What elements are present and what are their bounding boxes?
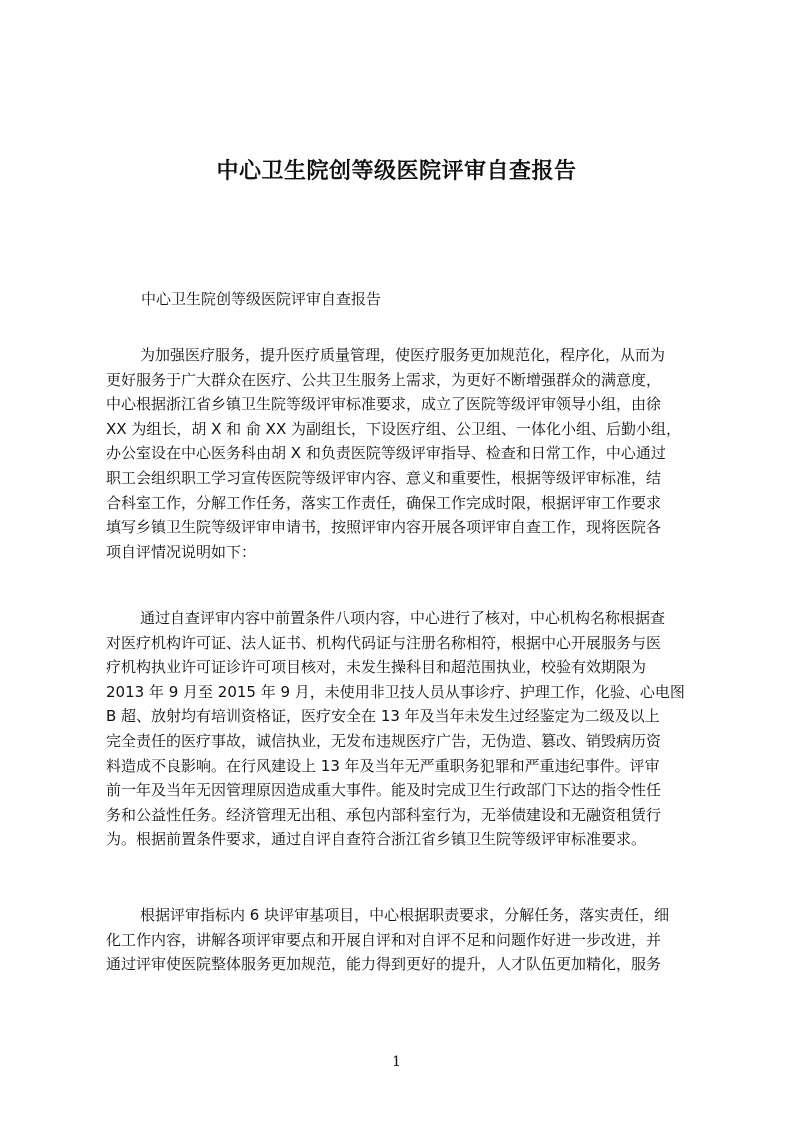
paragraph-line: 合科室工作，分解工作任务，落实工作责任，确保工作完成时限，根据评审工作要求 — [106, 493, 662, 512]
paragraph-line: 疗机构执业许可证诊许可项目核对，未发生操科目和超范围执业，校验有效期限为 — [106, 658, 647, 677]
document-subheading: 中心卫生院创等级医院评审自查报告 — [141, 290, 382, 308]
paragraph-indicators — [106, 903, 706, 977]
paragraph-line: 根据评审指标内 6 块评审基项目，中心根据职责要求，分解任务，落实责任，细 — [140, 906, 670, 924]
paragraph-line: 2013 年 9 月至 2015 年 9 月，未使用非卫技人员从事诊疗、护理工作，化验、心电图 — [106, 682, 685, 701]
paragraph-prerequisites — [106, 606, 706, 852]
paragraph-line: 通过自查评审内容中前置条件八项内容，中心进行了核对，中心机构名称根据查 — [140, 609, 666, 627]
paragraph-line: 办公室设在中心医务科由胡 X 和负责医院等级评审指导、检查和日常工作，中心通过 — [106, 444, 666, 463]
paragraph-line: 为。根据前置条件要求，通过自评自查符合浙江省乡镇卫生院等级评审标准要求。 — [106, 830, 647, 849]
page-number: 1 — [392, 1054, 401, 1070]
paragraph-line: 职工会组织职工学习宣传医院等级评审内容、意义和重要性，根据等级评审标准，结 — [106, 468, 662, 487]
paragraph-intro — [106, 343, 706, 564]
paragraph-line: 通过评审使医院整体服务更加规范，能力得到更好的提升，人才队伍更加精化，服务 — [106, 955, 662, 974]
paragraph-line: 务和公益性任务。经济管理无出租、承包内部科室行为，无举债建设和无融资租赁行 — [106, 805, 662, 824]
paragraph-line: 填写乡镇卫生院等级评审申请书，按照评审内容开展各项评审自查工作，现将医院各 — [106, 518, 662, 537]
paragraph-line: B 超、放射均有培训资格证，医疗安全在 13 年及当年未发生过经鉴定为二级及以上 — [106, 707, 660, 726]
paragraph-line: XX 为组长，胡 X 和 俞 XX 为副组长，下设医疗组、公卫组、一体化小组、后勤小组， — [106, 419, 681, 438]
paragraph-line: 更好服务于广大群众在医疗、公共卫生服务上需求，为更好不断增强群众的满意度， — [106, 370, 662, 389]
paragraph-line: 为加强医疗服务，提升医疗质量管理，使医疗服务更加规范化，程序化，从而为 — [140, 346, 666, 364]
paragraph-line: 中心根据浙江省乡镇卫生院等级评审标准要求，成立了医院等级评审领导小组，由徐 — [106, 395, 662, 414]
paragraph-line: 料造成不良影响。在行风建设上 13 年及当年无严重职务犯罪和严重违纪事件。评审 — [106, 756, 660, 775]
paragraph-line: 化工作内容，讲解各项评审要点和开展自评和对自评不足和问题作好进一步改进，并 — [106, 930, 662, 949]
paragraph-line: 项自评情况说明如下： — [106, 542, 257, 561]
paragraph-line: 前一年及当年无因管理原因造成重大事件。能及时完成卫生行政部门下达的指令性任 — [106, 781, 662, 800]
document-title: 中心卫生院创等级医院评审自查报告 — [216, 158, 577, 184]
paragraph-line: 对医疗机构许可证、法人证书、机构代码证与注册名称相符，根据中心开展服务与医 — [106, 633, 662, 652]
paragraph-line: 完全责任的医疗事故，诚信执业，无发布违规医疗广告，无伪造、篡改、销毁病历资 — [106, 731, 662, 750]
